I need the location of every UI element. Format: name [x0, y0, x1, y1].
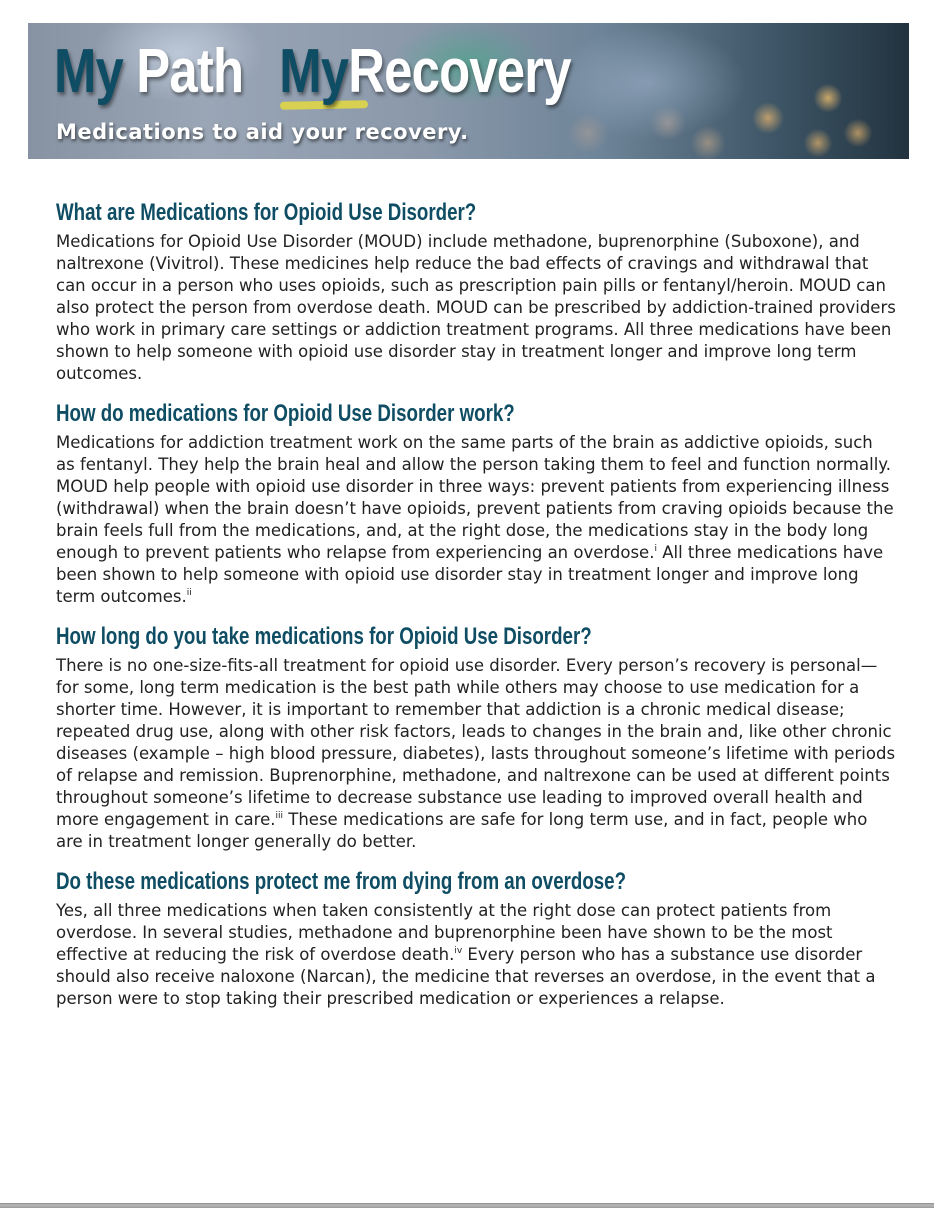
section-paragraph: There is no one-size-fits-all treatment for opioid use disorder. Every person’s recovery is personal—for some, long term medication is the best path while others may choose to use medication for a shorter time. However, it is important to remember that addiction is a chronic medical disease; repeated drug use, along with other risk factors, leads to changes in the brain and, like other chronic diseases (example – high blood pressure, diabetes), lasts throughout someone’s lifetime with periods of relapse and remission. Buprenorphine, methadone, and naltrexone can be used at different points throughout someone’s lifetime to decrease substance use leading to improved overall health and more engagement in care.$^{iii}$ These medications are safe for long term use, and in fact, people who are in treatment longer generally do better.	[56, 656, 896, 851]
header-banner	[28, 23, 909, 159]
document-body	[56, 198, 896, 1024]
footnote-ref-iii[interactable]: iii	[275, 811, 284, 821]
footnote-ref-i[interactable]: i	[654, 544, 657, 554]
section-overdose-protection	[56, 867, 896, 1010]
section-heading: How do medications for Opioid Use Disorder work?	[56, 400, 515, 427]
section-paragraph: Medications for addiction treatment work on the same parts of the brain as addictive opioids, such as fentanyl. They help the brain heal and allow the person taking them to feel and function normally. MOUD help people with opioid use disorder in three ways: prevent patients from experiencing illness (withdrawal) when the brain doesn’t have opioids, prevent patients from craving opioids because the brain feels full from the medications, and, at the right dose, the medications stay in the body long enough to prevent patients who relapse from experiencing an overdose.$^i$ All three medications have been shown to help someone with opioid use disorder stay in treatment longer and improve long term outcomes.$^{ii}$	[56, 433, 894, 606]
section-how-long	[56, 622, 896, 853]
banner-title	[54, 37, 571, 107]
title-path: Path	[136, 37, 244, 106]
section-what-are-moud	[56, 198, 896, 385]
section-paragraph: Medications for Opioid Use Disorder (MOUD) include methadone, buprenorphine (Suboxone), and naltrexone (Vivitrol). These medicines help reduce the bad effects of cravings and withdrawal that can occur in a person who uses opioids, such as prescription pain pills or fentanyl/heroin. MOUD can also protect the person from overdose death. MOUD can be prescribed by addiction-trained providers who work in primary care settings or addiction treatment programs. All three medications have been shown to help someone with opioid use disorder stay in treatment longer and improve long term outcomes.	[56, 232, 896, 383]
section-how-work	[56, 399, 896, 608]
title-my-1: My	[54, 37, 123, 106]
section-heading: What are Medications for Opioid Use Disorder?	[56, 199, 477, 226]
section-paragraph: Yes, all three medications when taken consistently at the right dose can protect patients from overdose. In several studies, methadone and buprenorphine been have shown to be the most effective at reducing the risk of overdose death.$^{iv}$ Every person who has a substance use disorder should also receive naloxone (Narcan), the medicine that reverses an overdose, in the event that a person were to stop taking their prescribed medication or experiences a relapse.	[56, 901, 876, 1008]
section-heading: Do these medications protect me from dying from an overdose?	[56, 868, 627, 895]
title-recovery: Recovery	[348, 37, 571, 106]
footnote-ref-iv[interactable]: iv	[454, 946, 463, 956]
title-my-2: My	[279, 37, 349, 106]
banner-subtitle: Medications to aid your recovery.	[56, 120, 469, 144]
footnote-ref-ii[interactable]: ii	[186, 588, 192, 598]
page-bottom-border	[0, 1203, 934, 1208]
section-heading: How long do you take medications for Opioid Use Disorder?	[56, 623, 592, 650]
